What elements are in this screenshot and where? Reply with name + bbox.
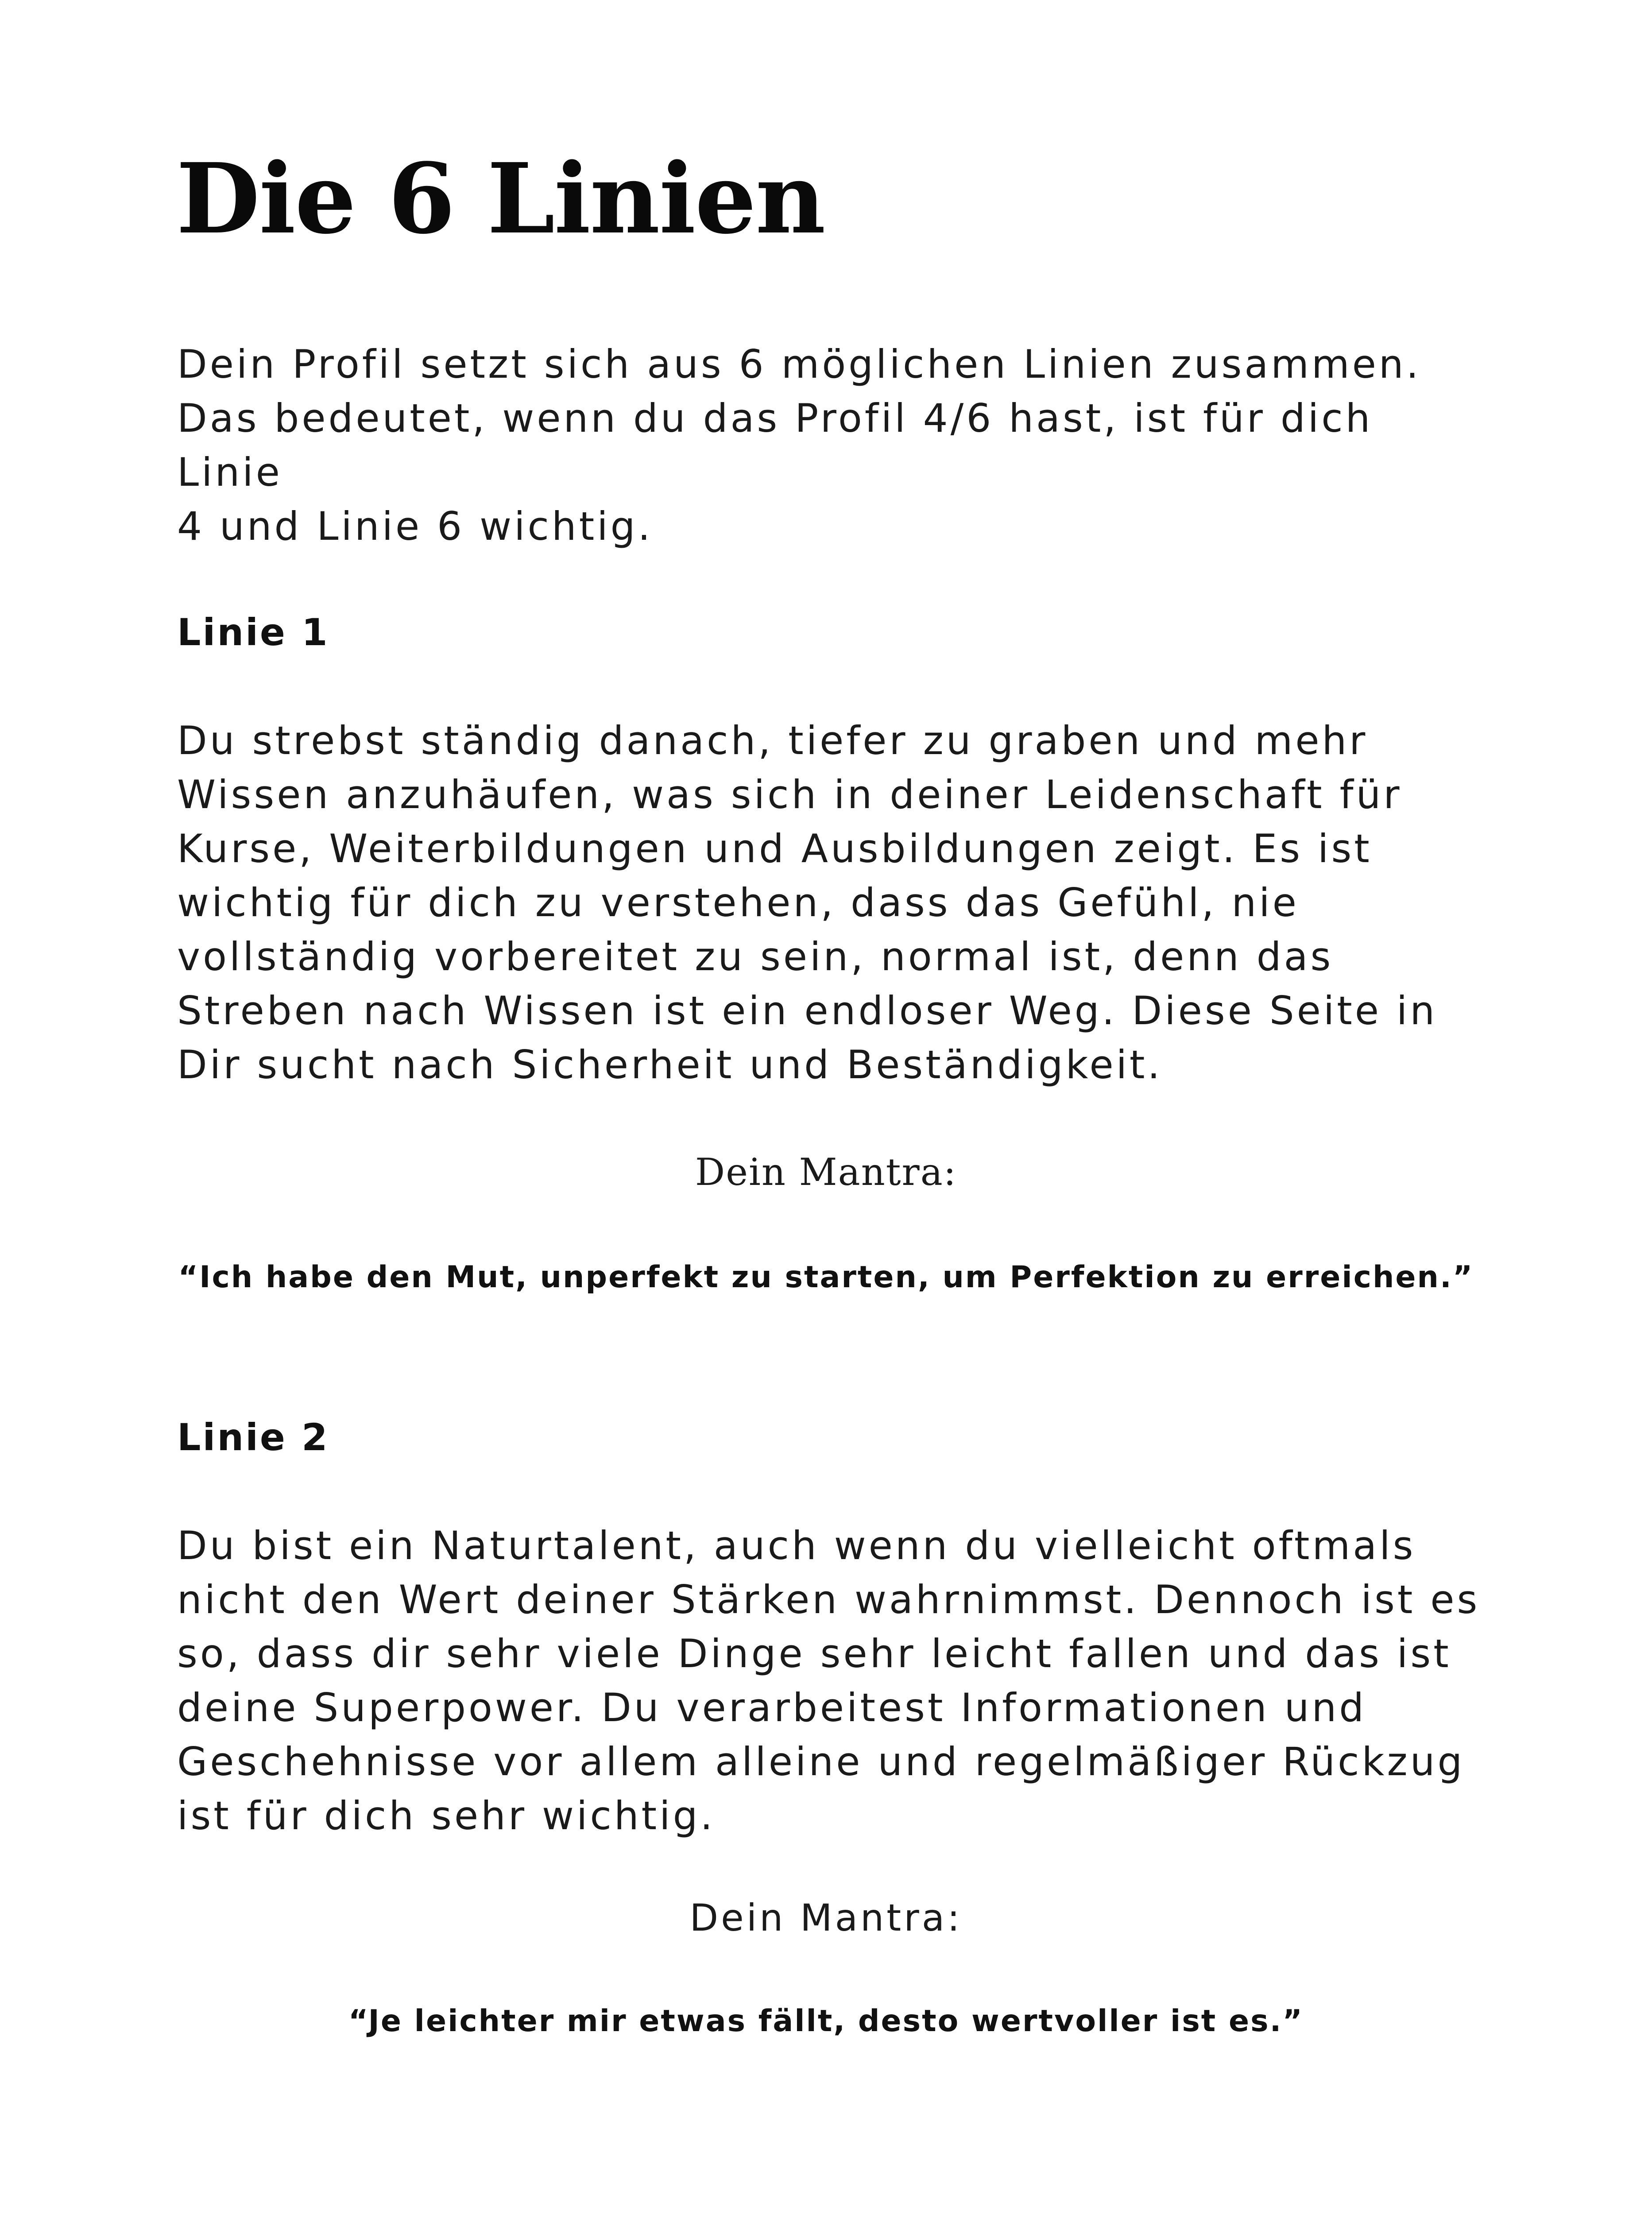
text-line: Du bist ein Naturtalent, auch wenn du vielleicht oftmals [177,1523,1416,1568]
section-heading-linie-2: Linie 2 [177,1416,329,1459]
text-line: nicht den Wert deiner Stärken wahrnimmst. Dennoch ist es [177,1577,1480,1622]
section-text-linie-2 [177,1519,1488,1843]
text-line: so, dass dir sehr viele Dinge sehr leicht fallen und das ist [177,1631,1451,1676]
intro-line: 4 und Linie 6 wichtig. [177,503,653,549]
text-line: Streben nach Wissen ist ein endloser Weg. Diese Seite in [177,988,1438,1033]
mantra-quote-linie-2: “Je leichter mir etwas fällt, desto wertvoller ist es.” [348,2004,1304,2039]
section-heading-linie-1: Linie 1 [177,611,329,654]
text-line: Dir sucht nach Sicherheit und Beständigkeit. [177,1042,1163,1088]
mantra-label-linie-2: Dein Mantra: [689,1896,963,1939]
mantra-label-linie-1: Dein Mantra: [695,1150,957,1194]
text-line: Geschehnisse vor allem alleine und regelmäßiger Rückzug [177,1739,1465,1784]
section-text-linie-1 [177,714,1488,1092]
text-line: wichtig für dich zu verstehen, dass das Gefühl, nie [177,880,1299,925]
intro-line: Das bedeutet, wenn du das Profil 4/6 hast, ist für dich Linie [177,395,1373,495]
mantra-quote-linie-1: “Ich habe den Mut, unperfekt zu starten, um Perfektion zu erreichen.” [178,1260,1474,1295]
text-line: Kurse, Weiterbildungen und Ausbildungen zeigt. Es ist [177,826,1372,871]
text-line: Du strebst ständig danach, tiefer zu graben und mehr [177,718,1368,763]
page-title: Die 6 Linien [176,142,825,255]
text-line: ist für dich sehr wichtig. [177,1793,716,1839]
intro-paragraph [177,337,1488,554]
text-line: deine Superpower. Du verarbeitest Informationen und [177,1685,1367,1730]
text-line: Wissen anzuhäufen, was sich in deiner Leidenschaft für [177,772,1402,817]
text-line: vollständig vorbereitet zu sein, normal ist, denn das [177,934,1334,979]
intro-line: Dein Profil setzt sich aus 6 möglichen Linien zusammen. [177,341,1421,387]
